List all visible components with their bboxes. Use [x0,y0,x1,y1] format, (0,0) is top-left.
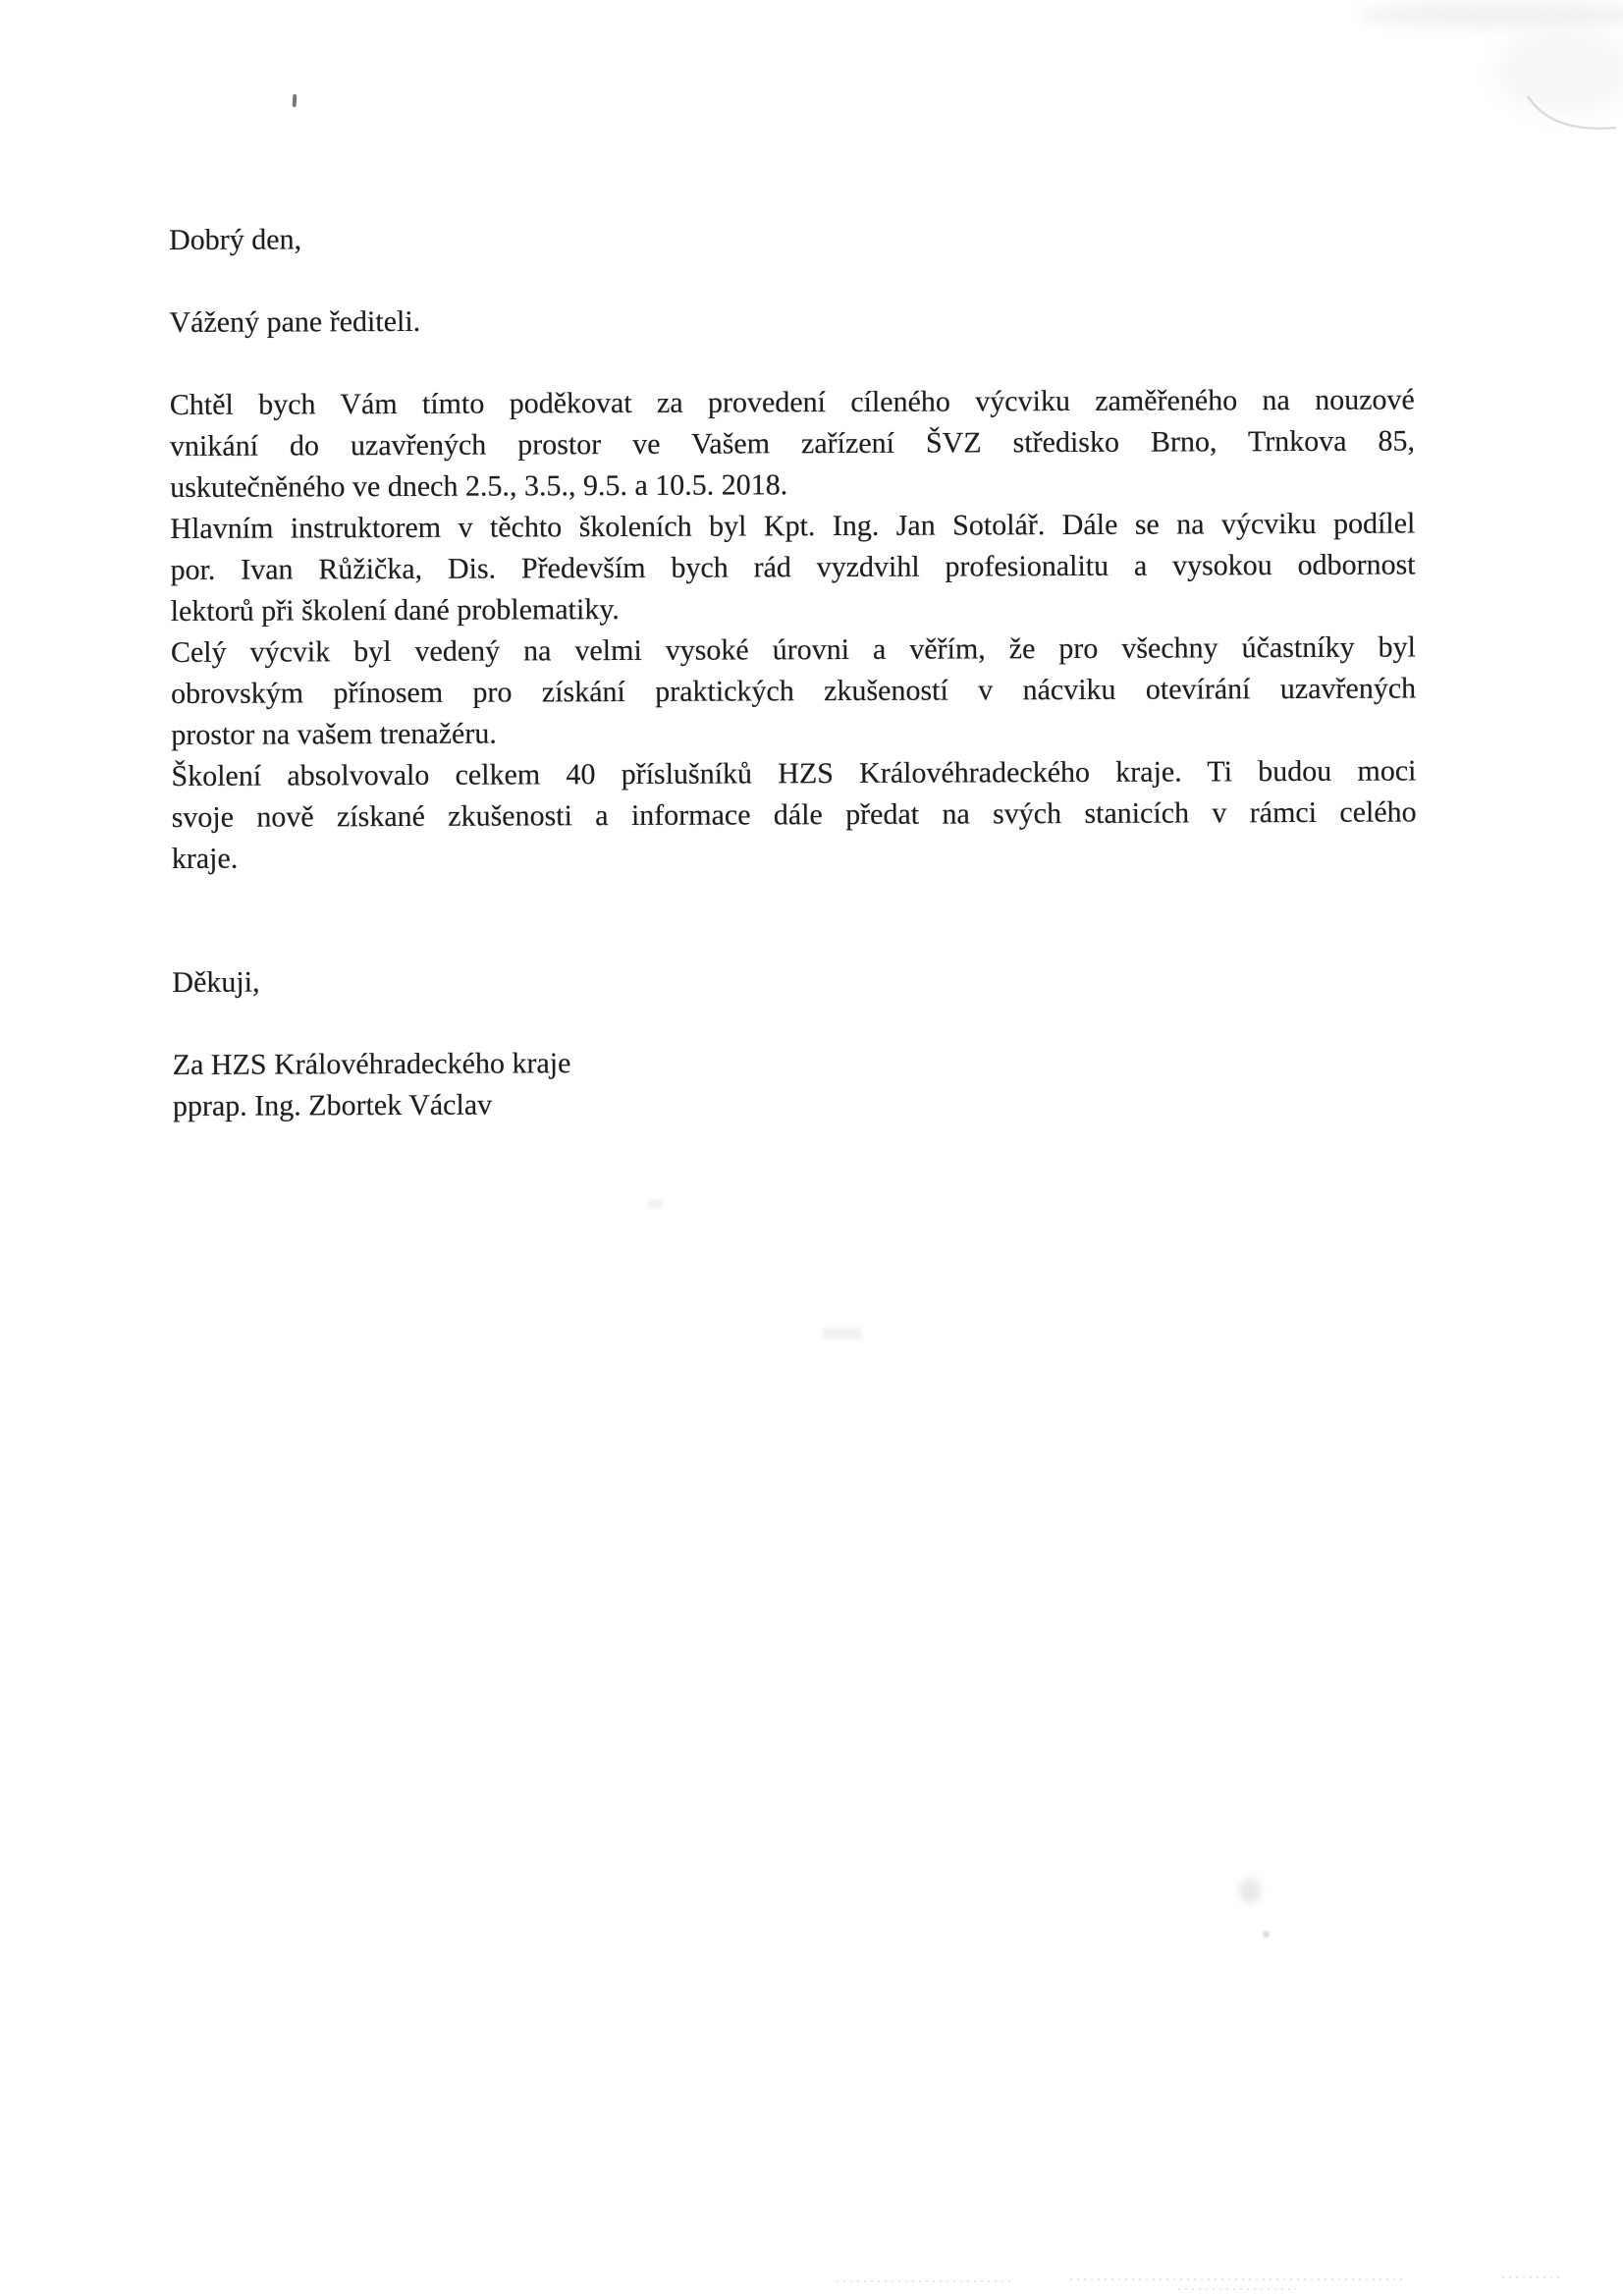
body-line: lektorů při školení dané problematiky. [170,593,620,628]
greeting-line-1: Dobrý den, [169,223,302,256]
body-line: Hlavním instruktorem v těchto školeních byl Kpt. Ing. Jan Sotolář. Dále se na výcviku podílel [170,507,1416,545]
body-line: obrovským přínosem pro získání praktických zkušeností v nácviku otevírání uzavřených [171,672,1417,710]
body-line: por. Ivan Růžička, Dis. Především bych rád vyzdvihl profesionalitu a vysokou odbornost [170,548,1416,586]
scan-speck [293,94,298,107]
scan-noise [1070,2278,1404,2280]
scan-noise [1495,27,1623,116]
scan-smudge [1239,1878,1261,1903]
letter-body [169,214,1418,1127]
paragraph-1 [170,379,1416,509]
paragraph-3 [171,627,1417,756]
scan-smudge [1263,1931,1270,1938]
body-line: Celý výcvik byl vedený na velmi vysoké úrovni a věřím, že pro všechny účastníky byl [170,630,1416,669]
paragraph-2 [170,503,1416,632]
body-line: vnikání do uzavřených prostor ve Vašem zařízení ŠVZ středisko Brno, Trnkova 85, [169,424,1416,463]
body-line: kraje. [171,842,239,875]
scan-noise [1178,2288,1296,2290]
body-line: prostor na vašem trenažéru. [171,717,497,751]
body-line: uskutečněného ve dnech 2.5., 3.5., 9.5. a 10.5. 2018. [170,468,788,504]
body-line: Školení absolvovalo celkem 40 příslušníků HZS Královéhradeckého kraje. Ti budou moci [171,754,1417,793]
scan-speck [648,1200,662,1208]
signature-name: pprap. Ing. Zbortek Václav [172,1088,493,1122]
greeting-line-2: Vážený pane řediteli. [169,304,421,339]
signature-org: Za HZS Královéhradeckého kraje [172,1047,571,1081]
scan-noise [1502,2276,1561,2278]
body-line: svoje nově získané zkušenosti a informace dále předat na svých stanicích v rámci celého [171,795,1417,834]
scan-noise [837,2280,1013,2282]
page-fold-artifact [1522,90,1620,139]
scan-speck [823,1328,862,1339]
body-line: Chtěl bych Vám tímto poděkovat za provedení cíleného výcviku zaměřeného na nouzové [169,383,1415,421]
scan-noise [1358,2,1623,27]
closing-line: Děkuji, [172,965,260,999]
paragraph-4 [171,750,1417,880]
